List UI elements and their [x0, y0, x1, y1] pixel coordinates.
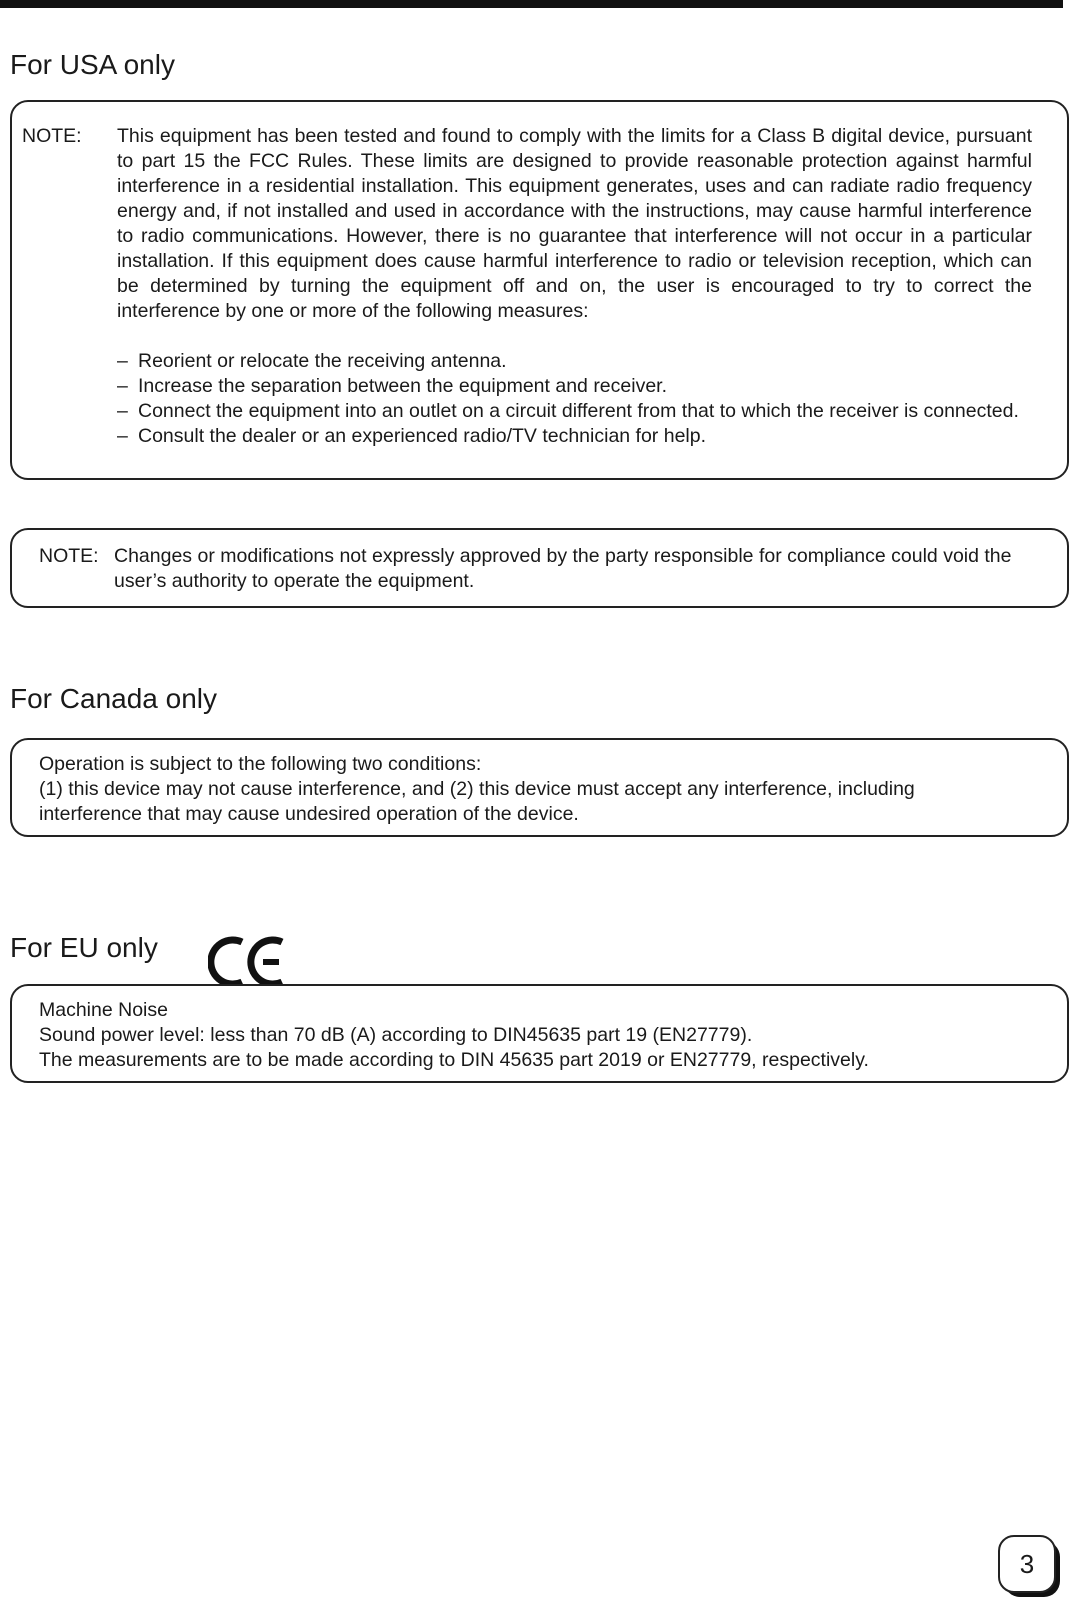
bullet-dash: – [117, 375, 128, 397]
eu-line: Sound power level: less than 70 dB (A) according to DIN45635 part 19 (EN27779). [39, 1024, 753, 1046]
eu-heading: For EU only [10, 932, 158, 963]
fcc-measures-list [117, 349, 1032, 449]
fcc-note-paragraph: This equipment has been tested and found to comply with the limits for a Class B digital device, pursuant to part 15 the FCC Rules. These limits are designed to provide reasonable protection against harmful interference in a residential installation. This equipment generates, uses and can radiate radio frequency energy and, if not installed and used in accordance with the instructions, may cause harmful interference to radio communications. However, there is no guarantee that interference will not occur in a particular installation. If this equipment does cause harmful interference to radio or television reception, which can be determined by turning the equipment off and on, the user is encouraged to try to correct the interference by one or more of the following measures: [117, 125, 1032, 322]
fcc-note-label: NOTE: [22, 125, 82, 147]
bullet-dash: – [117, 350, 128, 372]
measure-item: – Consult the dealer or an experienced radio/TV technician for help. [117, 425, 707, 447]
ce-mark-icon [208, 934, 286, 990]
measure-item: – Reorient or relocate the receiving antenna. [117, 350, 507, 372]
page-number: 3 [998, 1535, 1056, 1593]
canada-line: Operation is subject to the following two conditions: [39, 753, 482, 775]
changes-note-label: NOTE: [39, 545, 99, 567]
top-rule [0, 0, 1063, 8]
changes-note-text: Changes or modifications not expressly approved by the party responsible for compliance could void the user’s authority to operate the equipment. [114, 545, 1012, 592]
canada-heading: For Canada only [10, 683, 218, 714]
canada-conditions-box [10, 738, 1069, 837]
usa-heading: For USA only [10, 49, 175, 80]
eu-noise-box [10, 984, 1069, 1083]
bullet-dash: – [117, 425, 128, 447]
measure-item: – Increase the separation between the equipment and receiver. [117, 375, 668, 397]
canada-line: (1) this device may not cause interference, and (2) this device must accept any interference, including interference that may cause undesired operation of the device. [39, 778, 915, 825]
page-number-badge [998, 1535, 1062, 1597]
fcc-note-body [117, 124, 1032, 449]
bullet-dash: – [117, 400, 128, 422]
measure-item: – Connect the equipment into an outlet on a circuit different from that to which the receiver is connected. [117, 400, 1019, 422]
eu-line: Machine Noise [39, 999, 168, 1021]
changes-note-box [10, 528, 1069, 608]
eu-line: The measurements are to be made according to DIN 45635 part 2019 or EN27779, respectively. [39, 1049, 869, 1071]
fcc-note-box [10, 100, 1069, 480]
